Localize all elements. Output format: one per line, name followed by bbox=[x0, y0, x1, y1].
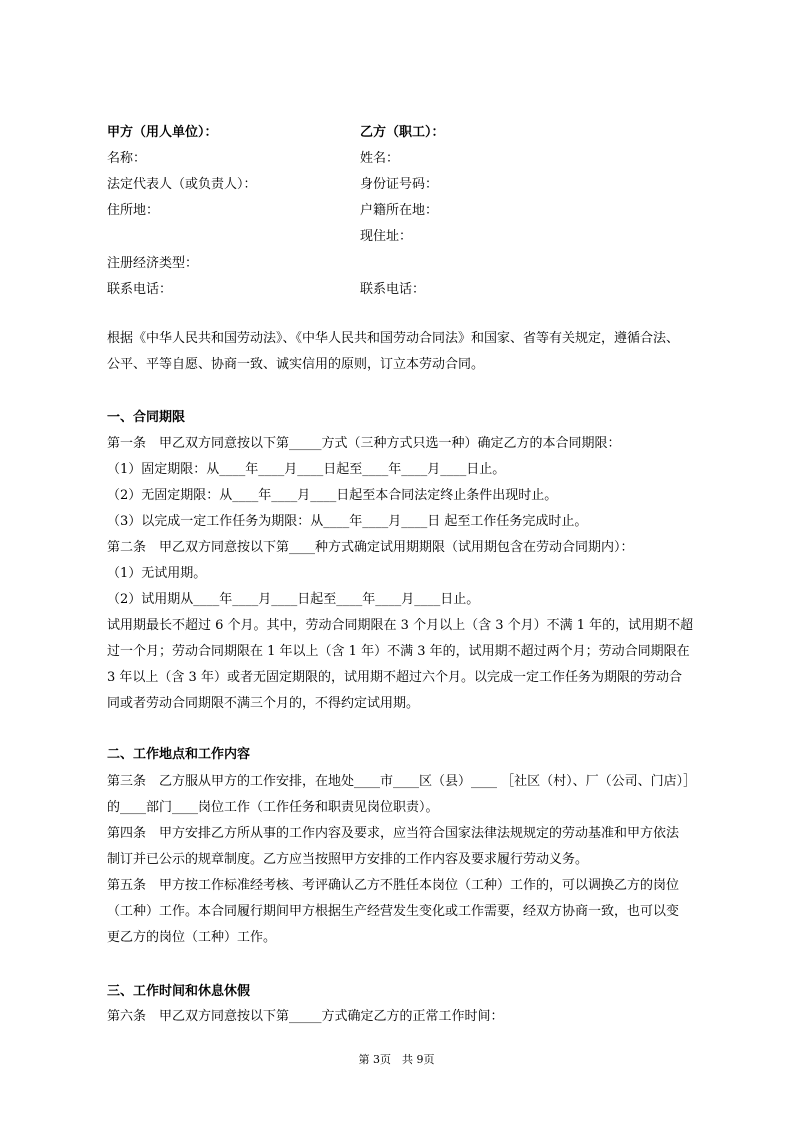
clause-line: （2）无固定期限：从____年____月____日起至本合同法定终止条件出现时止。 bbox=[107, 488, 558, 503]
party-b-current-address-label: 现住址： bbox=[360, 229, 413, 244]
party-b-id-label: 身份证号码： bbox=[360, 177, 439, 192]
clause-line: 试用期最长不超过 6 个月。其中，劳动合同期限在 3 个月以上（含 3 个月）不满 1 年的，试用期不超 bbox=[107, 618, 694, 633]
clause-line: 过一个月；劳动合同期限在 1 年以上（含 1 年）不满 3 年的，试用期不超过两个月；劳动合同期限在 bbox=[107, 644, 690, 659]
preamble-line: 根据《中华人民共和国劳动法》、《中华人民共和国劳动合同法》和国家、省等有关规定，遵循合法、 bbox=[107, 331, 680, 346]
clause-line: 第三条 乙方服从甲方的工作安排，在地处____市____区（县）____ ［社区（村）、厂（公司、门店）］ bbox=[107, 774, 697, 789]
party-b-heading: 乙方（职工）： bbox=[360, 125, 445, 140]
preamble bbox=[107, 326, 693, 378]
clause-line: 第五条 甲方按工作标准经考核、考评确认乙方不胜任本岗位（工种）工作的，可以调换乙方的岗位 bbox=[107, 878, 680, 893]
clause-line: 第六条 甲乙双方同意按以下第_____方式确定乙方的正常工作时间： bbox=[107, 1009, 504, 1024]
party-a-name-label: 名称： bbox=[107, 151, 147, 166]
party-a-address-label: 住所地： bbox=[107, 203, 160, 218]
clause-line: （2）试用期从____年____月____日起至____年____月____日止。 bbox=[107, 592, 480, 607]
clause-line: 更乙方的岗位（工种）工作。 bbox=[107, 930, 277, 945]
clause-line: 第四条 甲方安排乙方所从事的工作内容及要求，应当符合国家法律法规规定的劳动基准和甲方依法 bbox=[107, 826, 680, 841]
party-a-econ-type-label: 注册经济类型： bbox=[107, 256, 199, 271]
party-b-name-label: 姓名： bbox=[360, 151, 400, 166]
section-work-location-body bbox=[107, 769, 697, 951]
clause-line: （3）以完成一定工作任务为期限：从____年____月____日 起至工作任务完成时止。 bbox=[107, 514, 588, 529]
party-b-hukou-label: 户籍所在地： bbox=[360, 203, 439, 218]
clause-line: （1）固定期限：从____年____月____日起至____年____月____日止。 bbox=[107, 462, 506, 477]
party-a-heading: 甲方（用人单位）： bbox=[107, 125, 218, 140]
section-heading-work-location: 二、工作地点和工作内容 bbox=[107, 747, 251, 762]
page-number-footer: 第 3页 共 9页 bbox=[358, 1053, 435, 1066]
party-b-phone-label: 联系电话： bbox=[360, 282, 426, 297]
clause-line: （工种）工作。本合同履行期间甲方根据生产经营发生变化或工作需要，经双方协商一致，也可以变 bbox=[107, 904, 680, 919]
clause-line: （1）无试用期。 bbox=[107, 566, 207, 581]
section-heading-working-hours: 三、工作时间和休息休假 bbox=[107, 984, 251, 999]
preamble-line: 公平、平等自愿、协商一致、诚实信用的原则，订立本劳动合同。 bbox=[107, 357, 485, 372]
section-working-hours-body bbox=[107, 1004, 693, 1030]
clause-line: 同或者劳动合同期限不满三个月的，不得约定试用期。 bbox=[107, 696, 420, 711]
clause-line: 第二条 甲乙双方同意按以下第____种方式确定试用期期限（试用期包含在劳动合同期内）： bbox=[107, 540, 634, 555]
section-contract-term-body bbox=[107, 431, 693, 717]
party-a-phone-label: 联系电话： bbox=[107, 282, 173, 297]
section-heading-contract-term: 一、合同期限 bbox=[107, 410, 186, 425]
party-a-legal-rep-label: 法定代表人（或负责人）： bbox=[107, 177, 257, 192]
clause-line: 的____部门____岗位工作（工作任务和职责见岗位职责）。 bbox=[107, 800, 439, 815]
clause-line: 制订并已公示的规章制度。乙方应当按照甲方安排的工作内容及要求履行劳动义务。 bbox=[107, 852, 589, 867]
clause-line: 3 年以上（含 3 年）或者无固定期限的，试用期不超过六个月。以完成一定工作任务为期限的劳动合 bbox=[107, 670, 682, 685]
clause-line: 第一条 甲乙双方同意按以下第_____方式（三种方式只选一种）确定乙方的本合同期限： bbox=[107, 436, 621, 451]
